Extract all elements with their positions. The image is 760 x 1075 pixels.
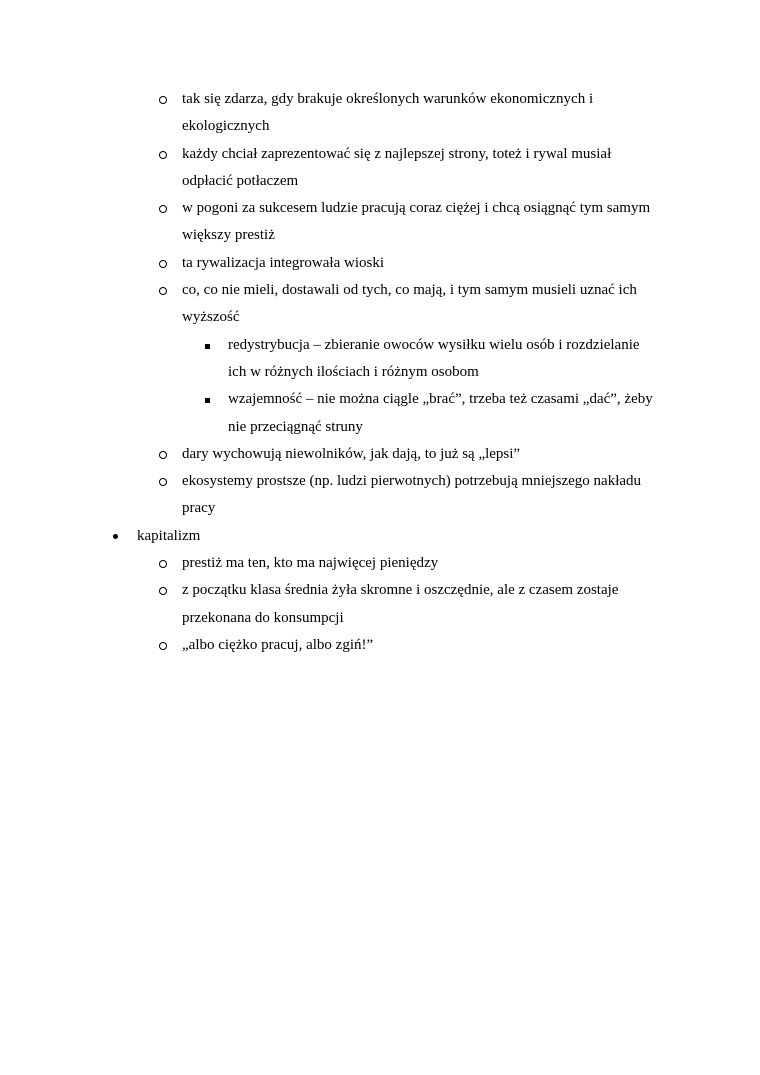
list-item-text: ekologicznych — [182, 118, 270, 135]
list-item-text: „albo ciężko pracuj, albo zgiń!” — [182, 636, 374, 653]
list-item-text: tak się zdarza, gdy brakuje określonych warunków ekonomicznych i — [182, 91, 594, 107]
circle-bullet-icon — [159, 141, 167, 168]
list-item-text: z początku klasa średnia żyła skromne i oszczędnie, ale z czasem zostaje — [182, 582, 619, 599]
list-item-text: każdy chciał zaprezentować się z najlepszej strony, toteż i rywal musiał — [182, 145, 612, 162]
list-item-text: ta rywalizacja integrowała wioski — [182, 254, 385, 271]
list-item — [0, 195, 760, 222]
list-item-continuation — [0, 414, 760, 441]
list-item — [0, 86, 760, 113]
list-item-text: pracy — [182, 500, 216, 517]
circle-bullet-icon — [159, 577, 167, 604]
circle-bullet-icon — [159, 195, 167, 222]
list-item — [0, 141, 760, 168]
disc-bullet-icon — [113, 534, 118, 539]
list-item-text: wyższość — [182, 309, 240, 326]
list-item-continuation — [0, 168, 760, 195]
list-item — [0, 550, 760, 577]
circle-bullet-icon — [159, 468, 167, 495]
list-item-text: przekonana do konsumpcji — [182, 609, 344, 626]
circle-bullet-icon — [159, 86, 167, 113]
list-item — [0, 441, 760, 468]
list-item — [0, 468, 760, 495]
bullet-list — [0, 86, 760, 659]
list-item — [0, 523, 760, 550]
list-item-continuation — [0, 304, 760, 331]
list-item-continuation — [0, 222, 760, 249]
list-item-text: redystrybucja – zbieranie owoców wysiłku wielu osób i rozdzielanie — [228, 336, 640, 353]
circle-bullet-icon — [159, 550, 167, 577]
square-bullet-icon — [205, 398, 210, 403]
list-item-text: kapitalizm — [137, 527, 201, 544]
list-item-continuation — [0, 495, 760, 522]
list-item-continuation — [0, 605, 760, 632]
list-item — [0, 277, 760, 304]
square-bullet-icon — [205, 344, 210, 349]
list-item-text: co, co nie mieli, dostawali od tych, co mają, i tym samym musieli uznać ich — [182, 282, 637, 299]
list-item — [0, 577, 760, 604]
list-item-text: w pogoni za sukcesem ludzie pracują coraz ciężej i chcą osiągnąć tym samym — [182, 200, 651, 217]
circle-bullet-icon — [159, 632, 167, 659]
list-item-text: ekosystemy prostsze (np. ludzi pierwotnych) potrzebują mniejszego nakładu — [182, 473, 642, 490]
circle-bullet-icon — [159, 277, 167, 304]
list-item-text: prestiż ma ten, kto ma najwięcej pieniędzy — [182, 555, 439, 572]
list-item-text: nie przeciągnąć struny — [228, 418, 363, 435]
list-item-text: ich w różnych ilościach i różnym osobom — [228, 363, 479, 380]
list-item — [0, 250, 760, 277]
list-item — [0, 632, 760, 659]
list-item — [0, 386, 760, 413]
list-item-text: odpłacić potłaczem — [182, 172, 299, 189]
list-item-text: wzajemność – nie można ciągle „brać”, trzeba też czasami „dać”, żeby — [228, 391, 653, 408]
list-item-continuation — [0, 113, 760, 140]
list-item-text: dary wychowują niewolników, jak dają, to już są „lepsi” — [182, 445, 521, 462]
list-item — [0, 332, 760, 359]
circle-bullet-icon — [159, 441, 167, 468]
circle-bullet-icon — [159, 250, 167, 277]
list-item-continuation — [0, 359, 760, 386]
list-item-text: większy prestiż — [182, 227, 275, 244]
